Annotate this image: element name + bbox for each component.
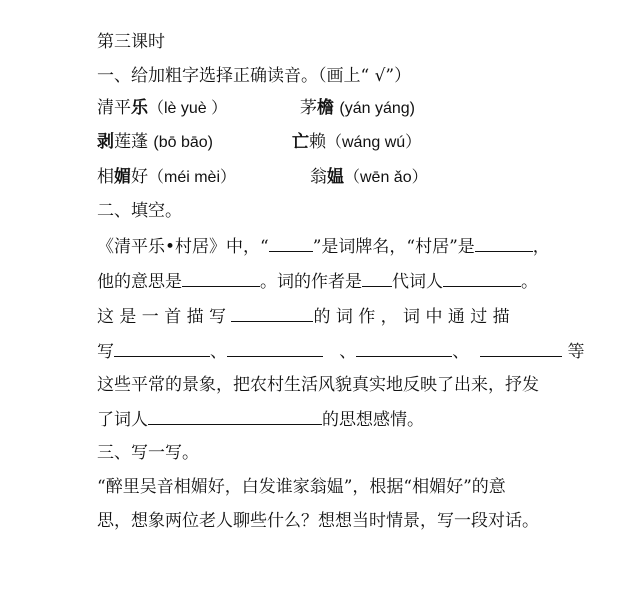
blank-scene-3[interactable]: [356, 340, 452, 357]
blank-scene-2[interactable]: [227, 340, 323, 357]
bold-char: 剥: [97, 132, 114, 152]
lesson-title: 第三课时: [97, 32, 165, 52]
bold-char: 媪: [327, 167, 344, 187]
q2-line-3: 这 是 一 首 描 写 的 词 作 ， 词 中 通 过 描: [97, 307, 510, 327]
blank-cunju-meaning[interactable]: [475, 235, 533, 252]
blank-poet[interactable]: [443, 270, 521, 287]
blank-meaning[interactable]: [182, 270, 260, 287]
q3-line-2: 思，想象两位老人聊些什么？想想当时情景，写一段对话。: [97, 511, 539, 531]
q1-item-2: 茅檐 (yán yáng): [300, 98, 415, 118]
q1-item-3: 剥莲蓬 (bō bāo): [97, 132, 213, 152]
pinyin-options[interactable]: (yán yáng): [339, 100, 415, 117]
blank-feeling[interactable]: [148, 408, 322, 425]
q1-item-1: 清平乐（lè yuè ）: [97, 98, 228, 118]
q2-line-4: 写 、 、 、 等: [97, 342, 585, 362]
q1-heading: 一、给加粗字选择正确读音。（画上“ √”）: [97, 66, 412, 86]
bold-char: 乐: [131, 98, 148, 118]
pinyin-options[interactable]: （méi mèi）: [148, 169, 237, 186]
q1-item-4: 亡赖（wáng wú）: [292, 132, 422, 152]
blank-scene-4[interactable]: [480, 340, 562, 357]
blank-scene-1[interactable]: [114, 340, 210, 357]
q2-line-2: 他的意思是 。词的作者是 代词人 。: [97, 272, 538, 292]
bold-char: 亡: [292, 132, 309, 152]
q1-item-5: 相媚好（méi mèi）: [97, 167, 237, 187]
q2-heading: 二、填空。: [97, 201, 182, 221]
blank-cipai[interactable]: [269, 235, 313, 252]
pinyin-options[interactable]: （wēn ǎo）: [344, 169, 428, 186]
q1-item-6: 翁媪（wēn ǎo）: [310, 167, 428, 187]
q2-line-5: 这些平常的景象，把农村生活风貌真实地反映了出来，抒发: [97, 375, 539, 395]
bold-char: 媚: [114, 167, 131, 187]
pinyin-options[interactable]: （wáng wú）: [326, 134, 422, 151]
q3-line-1: “醉里吴音相媚好，白发谁家翁媪”，根据“相媚好”的意: [97, 477, 506, 497]
blank-dynasty[interactable]: [362, 270, 392, 287]
bold-char: 檐: [317, 98, 334, 118]
pinyin-options[interactable]: (bō bāo): [153, 134, 213, 151]
pinyin-options[interactable]: （lè yuè ）: [148, 100, 228, 117]
q2-line-6: 了词人 的思想感情。: [97, 410, 424, 430]
q2-line-1: 《清平乐•村居》中，“ ”是词牌名，“村居”是 ，: [97, 237, 550, 257]
q3-heading: 三、写一写。: [97, 443, 199, 463]
blank-theme[interactable]: [231, 305, 313, 322]
